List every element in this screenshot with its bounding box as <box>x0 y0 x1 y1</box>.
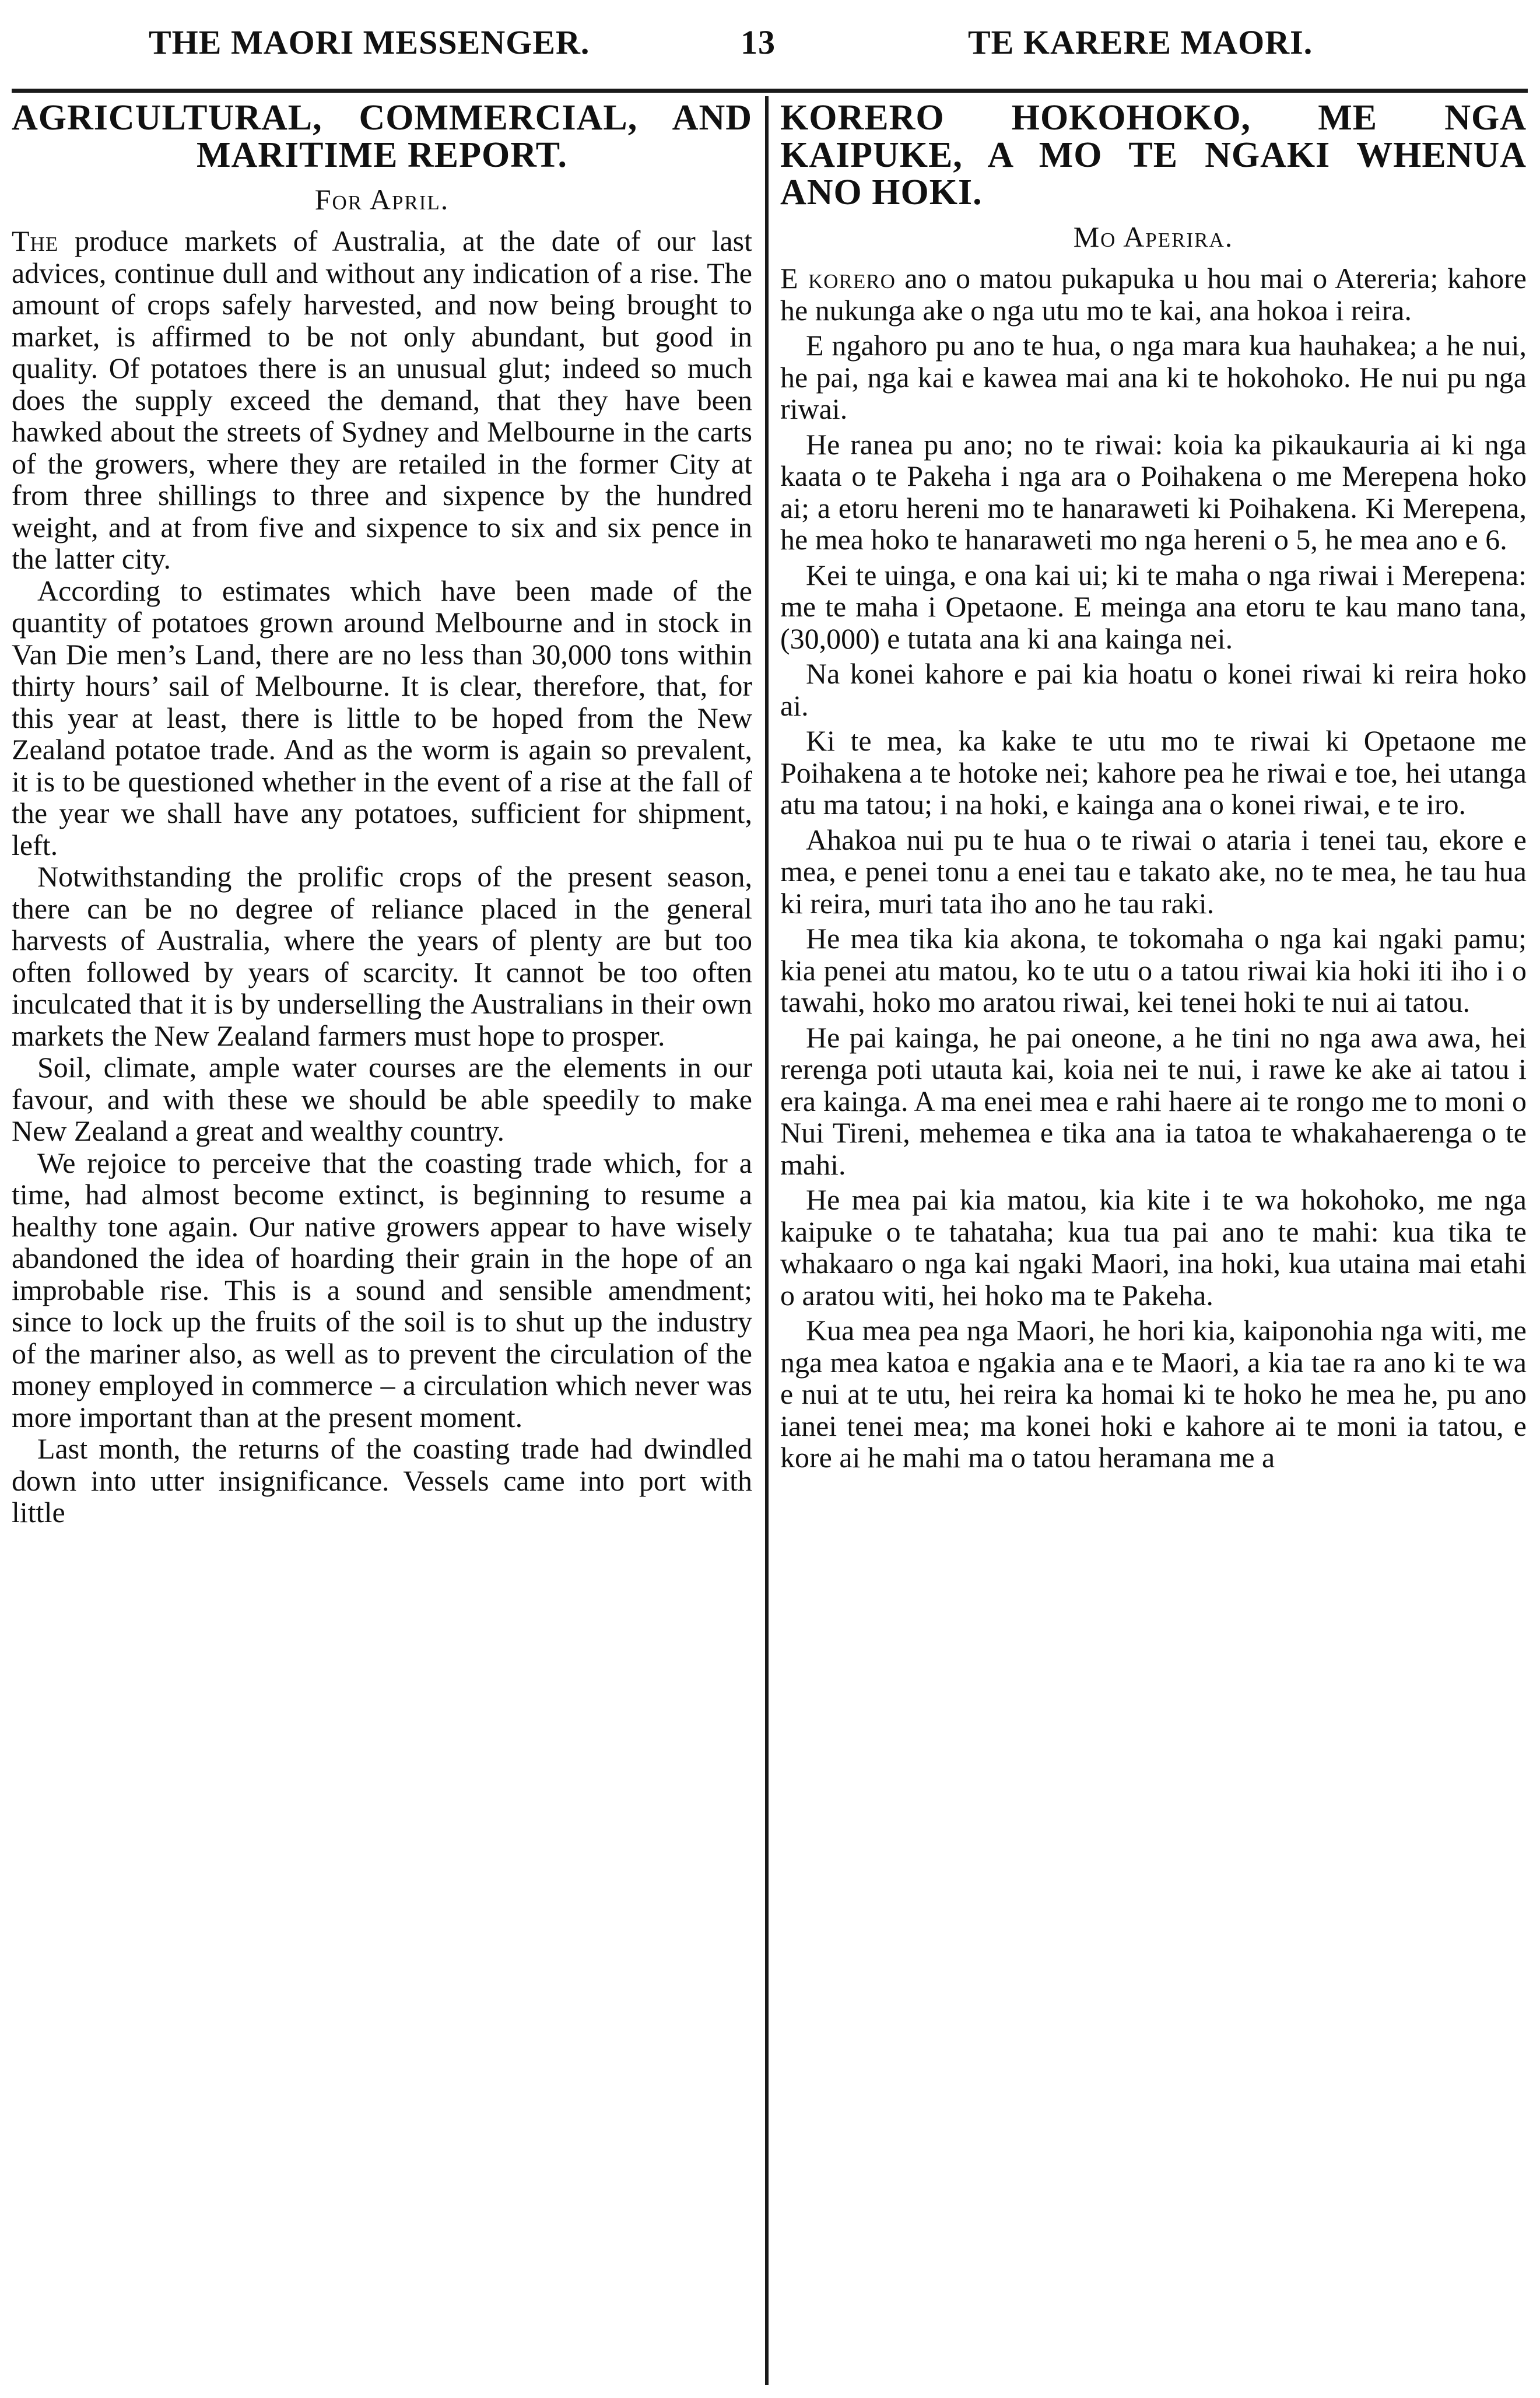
maori-paragraph: He mea pai kia matou, kia kite i te wa hokohoko, me nga kaipuke o te tahataha; kua tua pai ano te mahi: kua tika te whakaaro o nga kai ngaki Maori, ina hoki, kua utaina mai etahi o aratou witi, hei hoko ma te Pakeha. <box>780 1183 1527 1312</box>
header-maori-title: TE KARERE MAORI. <box>968 23 1313 61</box>
maori-paragraph: He ranea pu ano; no te riwai: koia ka pikaukauria ai ki nga kaata o te Pakeha i nga ara o Poihakena o me Merepena hoko ai; a etoru hereni mo te hanaraweti ki Poihakena. Ki Merepena, he mea hoko te hanaraweti mo nga hereni o 5, he mea ano e 6. <box>780 427 1527 556</box>
maori-paragraph: Na konei kahore e pai kia hoatu o konei riwai ki reira hoko ai. <box>780 657 1527 722</box>
english-paragraph: Last month, the returns of the coasting trade had dwindled down into utter insignificance. Vessels came into port with little <box>12 1432 752 1528</box>
maori-paragraph: Ki te mea, ka kake te utu mo te riwai ki Opetaone me Poihakena a te hotoke nei; kahore pea he riwai e toe, hei utanga atu ma tatou; i na hoki, e kainga ana o konei riwai, e te iro. <box>780 724 1527 821</box>
english-paragraph: Notwithstanding the prolific crops of the present season, there can be no degree of reliance placed in the general harvests of Australia, where the years of plenty are but too often followed by years of scarcity. It cannot be too often inculcated that it is by underselling the Australians in their own markets the New Zealand farmers must hope to prosper. <box>12 860 752 1052</box>
english-article-title: AGRICULTURAL, COMMERCIAL, AND MARITIME REPORT. <box>12 99 752 175</box>
english-paragraph: Soil, climate, ample water courses are the elements in our favour, and with these we should be able speedily to make New Zealand a great and wealthy country. <box>12 1051 752 1147</box>
english-dateline: For April. <box>314 183 450 216</box>
english-paragraph <box>12 225 752 575</box>
english-lead-text: produce markets of Australia, at the date of our last advices, continue dull and without any indication of a rise. The amount of crops safely harvested, and now being brought to market, is affirmed to be not only abundant, but good in quality. Of potatoes there is an unusual glut; indeed so much does the supply exceed the demand, that they have been hawked about the streets of Sydney and Melbourne in the carts of the growers, where they are retailed in the former City at from three shillings to three and sixpence by the hundred weight, and at from five and sixpence to six and six pence in the latter city. <box>12 225 752 575</box>
maori-article-title: KORERO HOKOHOKO, ME NGA KAIPUKE, A MO TE NGAKI WHENUA ANO HOKI. <box>780 99 1527 212</box>
english-lead-word: The <box>12 225 59 257</box>
maori-paragraph: Kei te uinga, e ona kai ui; ki te maha o nga riwai i Merepena: me te maha i Opetaone. E meinga ana etoru te kau mano tana, (30,000) e tutata ana ki ana kainga nei. <box>780 558 1527 655</box>
maori-lead-word: E korero <box>780 262 896 295</box>
maori-paragraph: He mea tika kia akona, te tokomaha o nga kai ngaki pamu; kia penei atu matou, ko te utu o a tatou riwai kia hoki iti iho i o tawahi, hoko mo aratou riwai, kei tenei hoki te nui ai tatou. <box>780 922 1527 1018</box>
maori-paragraph <box>780 262 1527 326</box>
maori-paragraph: E ngahoro pu ano te hua, o nga mara kua hauhakea; a he nui, he pai, nga kai e kawea mai ana ki te hokohoko. He nui pu nga riwai. <box>780 329 1527 425</box>
header-rule <box>12 89 1528 93</box>
maori-paragraph: Ahakoa nui pu te hua o te riwai o ataria i tenei tau, ekore e mea, e penei tonu a enei tau e takato ake, no te mea, he tau hua ki reira, muri tata iho ano he tau raki. <box>780 823 1527 920</box>
page-number: 13 <box>741 23 776 61</box>
maori-paragraph: Kua mea pea nga Maori, he hori kia, kaiponohia nga witi, me nga mea katoa e ngakia ana e te Maori, a kia tae ra ano ki te wa e nui at te utu, hei reira ka homai ki te hoko he mea he, pu ano ianei tenei mea; ma konei hoki e kahore ai te moni ia tatou, e kore ai he mahi ma o tatou heramana me a <box>780 1314 1527 1474</box>
maori-column <box>780 99 1527 2391</box>
running-head <box>0 10 1540 75</box>
english-column <box>12 99 752 2391</box>
english-paragraph: We rejoice to perceive that the coasting trade which, for a time, had almost become extinct, is beginning to resume a healthy tone again. Our native growers appear to have wisely abandoned the idea of hoarding their grain in the hope of an improbable rise. This is a sound and sensible amendment; since to lock up the fruits of the soil is to shut up the industry of the mariner also, as well as to prevent the circulation of the money employed in commerce – a circulation which never was more important than at the present moment. <box>12 1146 752 1433</box>
column-divider <box>765 96 769 2385</box>
header-english-title: THE MAORI MESSENGER. <box>149 23 590 61</box>
maori-lead-text: ano o matou pukapuka u hou mai o Atereria; kahore he nukunga ake o nga utu mo te kai, ana hokoa i reira. <box>780 262 1527 327</box>
english-paragraph: According to estimates which have been made of the quantity of potatoes grown around Melbourne and in stock in Van Die men’s Land, there are no less than 30,000 tons within thirty hours’ sail of Melbourne. It is clear, therefore, that, for this year at least, there is little to be hoped from the New Zealand potatoe trade. And as the worm is again so prevalent, it is to be questioned whether in the event of a rise at the fall of the year we shall have any potatoes, sufficient for shipment, left. <box>12 574 752 861</box>
maori-paragraph: He pai kainga, he pai oneone, a he tini no nga awa awa, hei rerenga poti utauta kai, koia nei te nui, i rawe ke ake ai tatou i era kainga. A ma enei mea e rahi haere ai te rongo me to moni o Nui Tireni, mehemea e tika ana ia tatoa te whakahaerenga o te mahi. <box>780 1021 1527 1181</box>
maori-dateline: Mo Aperira. <box>1073 220 1234 253</box>
